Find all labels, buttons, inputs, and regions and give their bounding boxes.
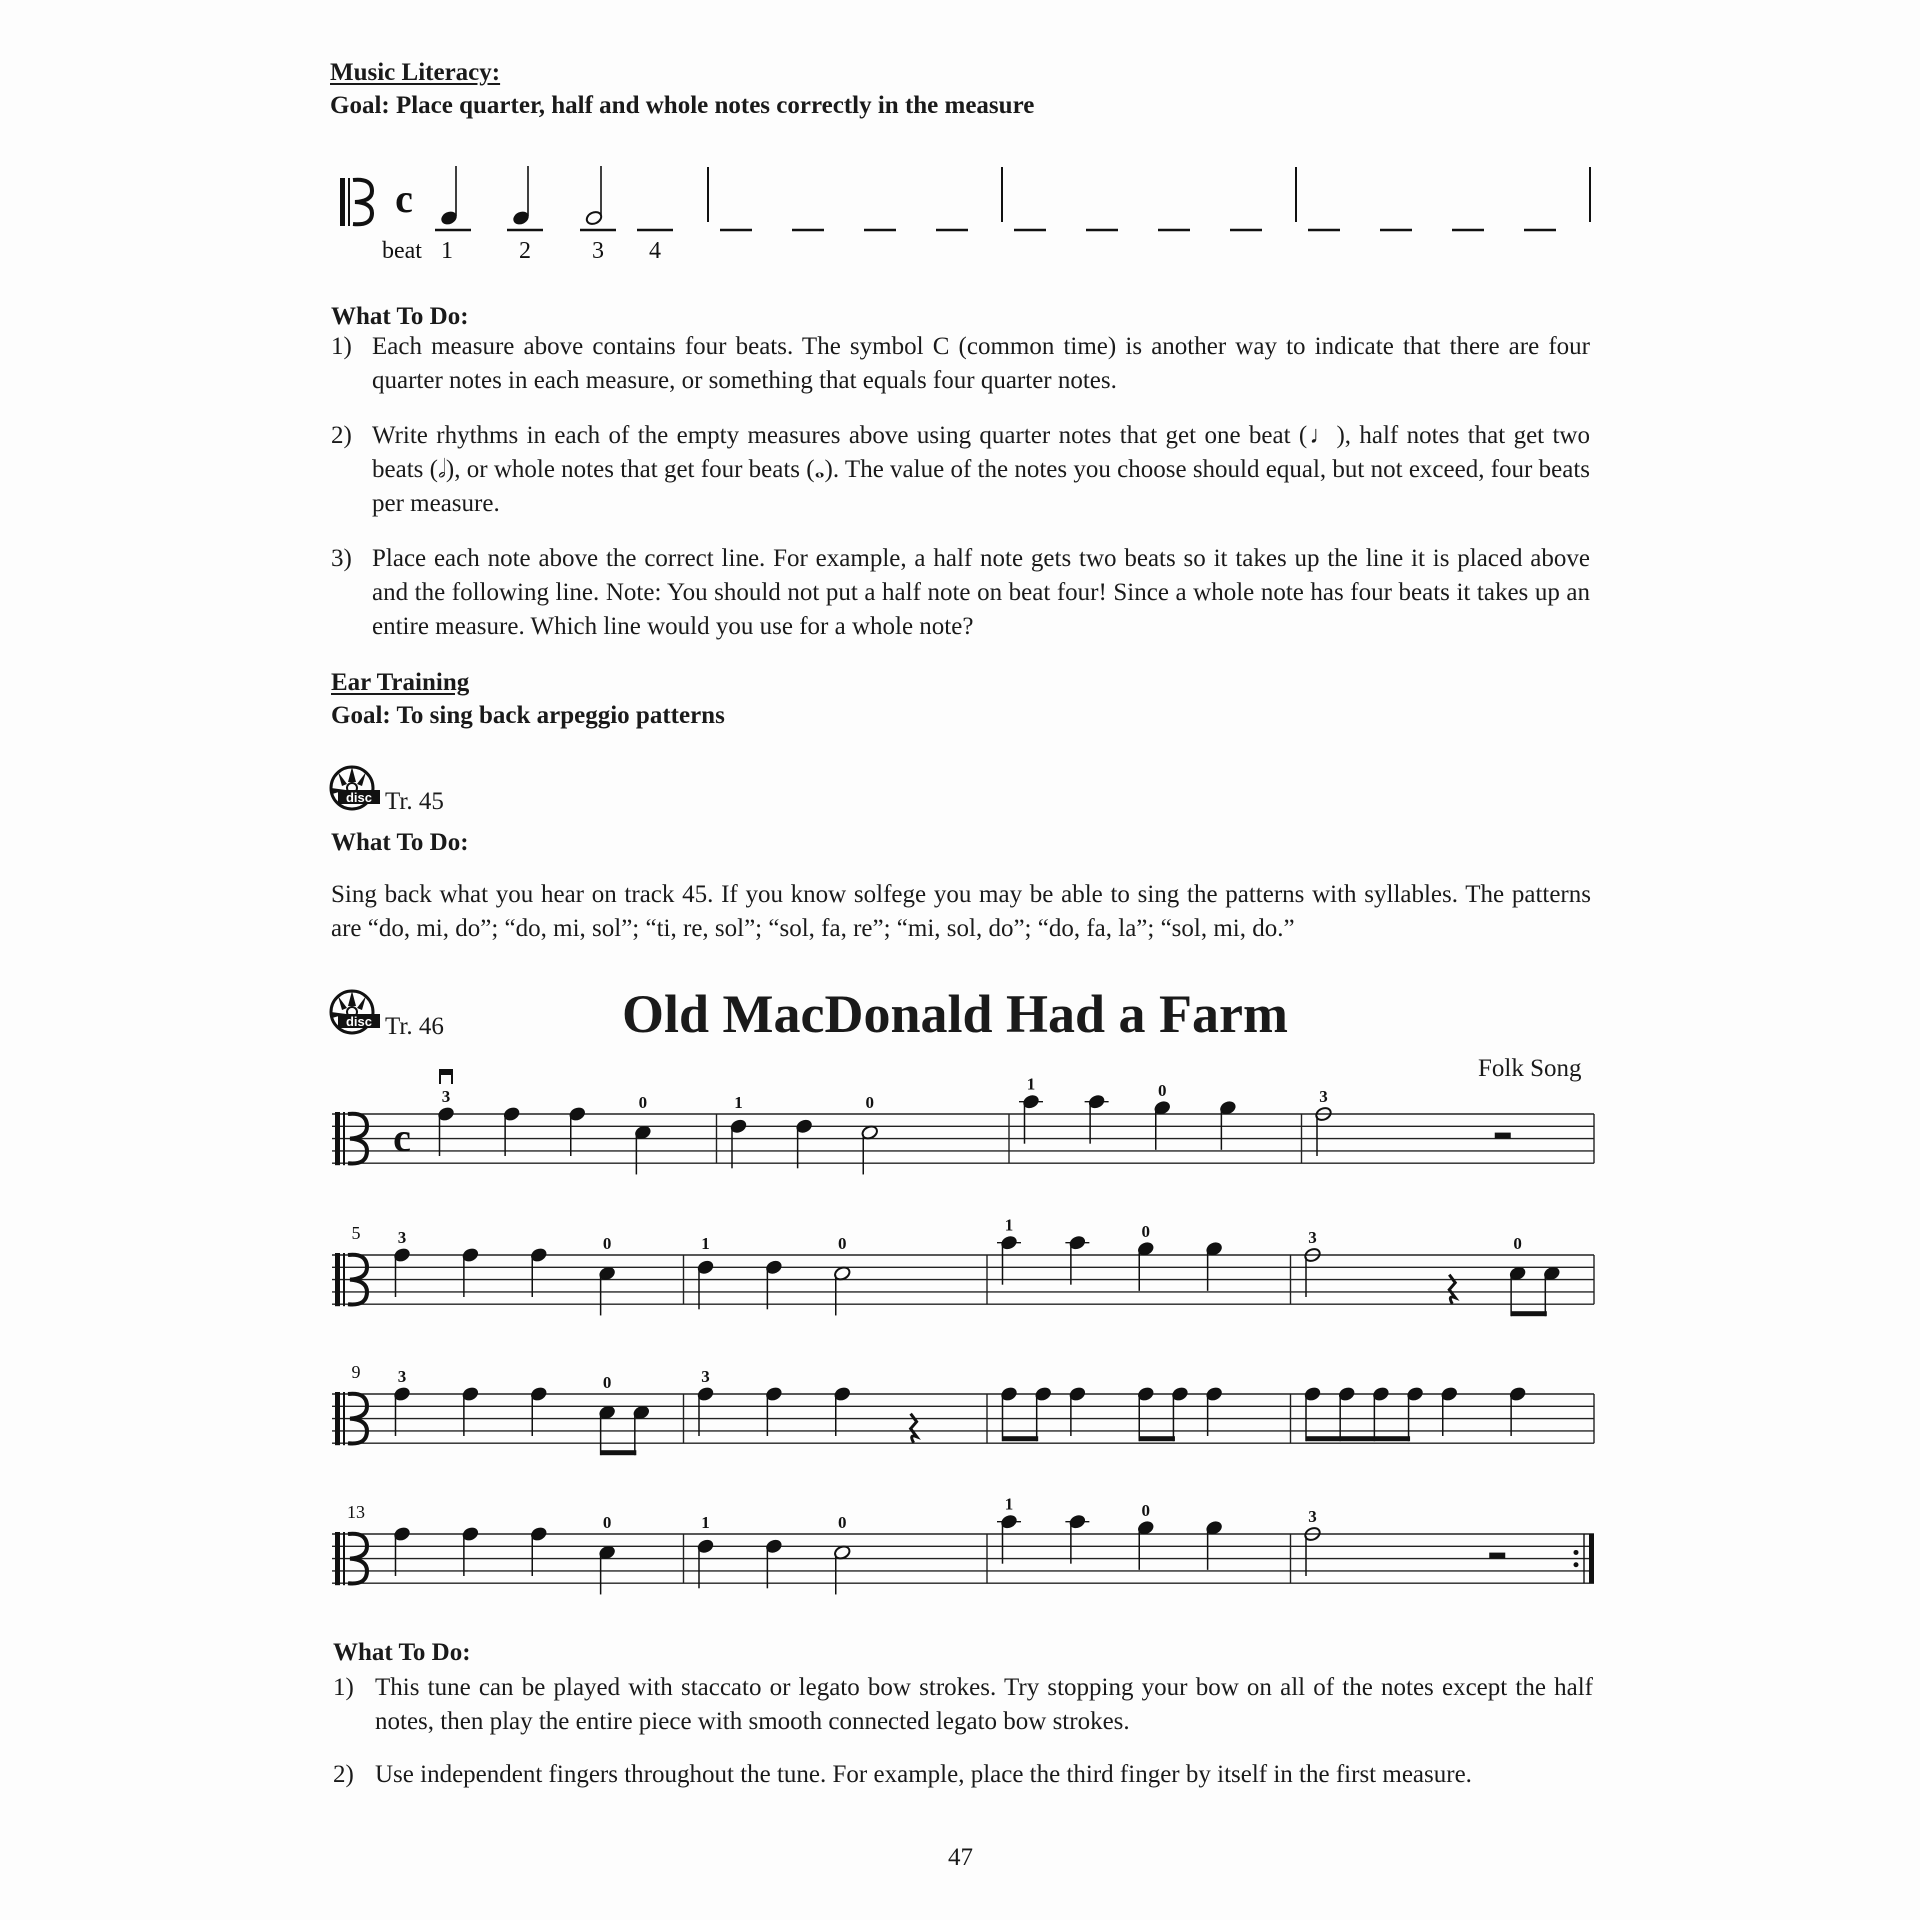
measure-number: 9	[351, 1362, 361, 1382]
fingering-number: 0	[838, 1513, 847, 1532]
item-number: 2)	[333, 1761, 354, 1788]
fingering-number: 0	[1513, 1234, 1522, 1253]
beat-label: beat	[382, 238, 422, 264]
fingering-number: 0	[638, 1093, 648, 1112]
music-literacy-goal: Goal: Place quarter, half and whole notes correctly in the measure	[330, 92, 1035, 119]
song-title-text: Old MacDonald Had a Farm	[621, 984, 1288, 1044]
beam	[1139, 1436, 1175, 1441]
composer-label: Folk Song	[1478, 1055, 1582, 1082]
ear-training-goal: Goal: To sing back arpeggio patterns	[331, 702, 725, 729]
beam	[1511, 1311, 1547, 1316]
beat-number: 1	[441, 238, 453, 264]
what-to-do-heading-1: What To Do:	[331, 303, 469, 330]
fingering-number: 3	[1319, 1087, 1328, 1106]
repeat-dot	[1574, 1550, 1579, 1555]
instruction-item: Each measure above contains four beats. The symbol C (common time) is another way to indicate that there are four quarter notes in each measure, or something that equals four quarter notes.	[372, 333, 1590, 394]
instruction-item: Use independent fingers throughout the tune. For example, place the third finger by itself in the first measure.	[375, 1761, 1472, 1788]
what-to-do-heading-2: What To Do:	[331, 829, 469, 856]
track-label-45: Tr. 45	[385, 788, 444, 815]
fingering-number: 3	[1308, 1507, 1317, 1526]
item-number: 1)	[333, 1674, 354, 1701]
common-time-symbol: c	[395, 176, 413, 221]
fingering-number: 1	[1004, 1215, 1014, 1235]
common-time-symbol: c	[393, 1115, 411, 1160]
ear-training-instructions: Sing back what you hear on track 45. If you know solfege you may be able to sing the patterns with syllables. The patterns are “do, mi, do”; “do, mi, sol”; “ti, re, sol”; “sol, fa, re”; “mi, sol, do”; “do, fa, la”; “sol, mi, do.”	[331, 881, 1591, 942]
track-label-46: Tr. 46	[385, 1013, 444, 1040]
repeat-dot	[1574, 1562, 1579, 1567]
alto-clef-icon-bar	[343, 1112, 345, 1165]
half-rest	[1495, 1133, 1511, 1139]
alto-clef-icon	[335, 1253, 340, 1306]
ear-training-heading: Ear Training	[331, 669, 470, 696]
fingering-number: 3	[701, 1367, 710, 1386]
fingering-number: 0	[602, 1513, 612, 1532]
beat-number: 4	[649, 238, 661, 264]
measure-number: 13	[347, 1502, 365, 1522]
item-number: 3)	[331, 545, 352, 572]
svg-text:disc: disc	[345, 1014, 373, 1029]
alto-clef-icon-bar	[343, 1532, 345, 1585]
fingering-number: 0	[838, 1234, 847, 1253]
fingering-number: 1	[701, 1234, 710, 1253]
instruction-item: This tune can be played with staccato or legato bow strokes. Try stopping your bow on all of the notes except the half notes, then play the entire piece with smooth connected legato bow strokes.	[375, 1674, 1593, 1735]
music-literacy-heading: Music Literacy:	[330, 59, 501, 86]
item-number: 2)	[331, 422, 352, 449]
instruction-item: Write rhythms in each of the empty measures above using quarter notes that get one beat (♩), half notes that get two beats (𝅗𝅥), or whole notes that get four beats (𝅝). The value of the notes you choose should equal, but not exceed, four beats per measure.	[372, 422, 1590, 517]
alto-clef-icon	[335, 1112, 340, 1165]
fingering-number: 0	[1141, 1500, 1150, 1520]
fingering-number: 1	[734, 1093, 743, 1112]
fingering-number: 3	[441, 1087, 451, 1106]
page-number: 47	[948, 1844, 973, 1871]
fingering-number: 0	[865, 1093, 874, 1112]
alto-clef-icon-bar	[343, 1392, 345, 1445]
beam	[1003, 1436, 1039, 1441]
alto-clef-icon	[335, 1532, 340, 1585]
fingering-number: 0	[602, 1373, 612, 1392]
instruction-item: Place each note above the correct line. For example, a half note gets two beats so it takes up the line it is placed above and the following line. Note: You should not put a half note on beat four! Since a whole note has four beats it takes up an entire measure. Which line would you use for a whole note?	[372, 545, 1590, 640]
final-barline	[1589, 1534, 1594, 1583]
fingering-number: 1	[1004, 1494, 1014, 1514]
fingering-number: 0	[1158, 1080, 1167, 1100]
svg-text:disc: disc	[345, 790, 373, 805]
fingering-number: 3	[397, 1228, 407, 1247]
fingering-number: 3	[1308, 1228, 1317, 1247]
fingering-number: 3	[397, 1367, 407, 1386]
fingering-number: 0	[1141, 1221, 1150, 1241]
half-rest	[1489, 1553, 1505, 1559]
what-to-do-heading-3: What To Do:	[333, 1639, 471, 1666]
beam	[1306, 1436, 1410, 1441]
alto-clef-icon-bar	[343, 1253, 345, 1306]
down-bow-icon-bar	[440, 1070, 452, 1075]
beam	[601, 1450, 637, 1455]
alto-clef-icon	[335, 1392, 340, 1445]
measure-number: 5	[351, 1223, 361, 1243]
item-number: 1)	[331, 333, 352, 360]
fingering-number: 1	[1026, 1074, 1036, 1094]
fingering-number: 0	[602, 1234, 612, 1253]
beat-number: 2	[519, 238, 531, 264]
fingering-number: 1	[701, 1513, 710, 1532]
beat-number: 3	[592, 238, 604, 264]
